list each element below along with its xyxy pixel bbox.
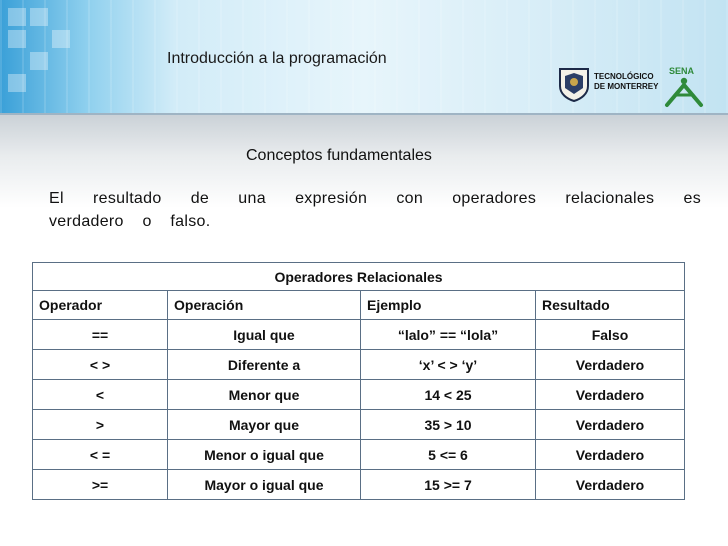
- cell-ejemplo: 14 < 25: [361, 380, 536, 410]
- slide-header: [0, 0, 728, 113]
- cell-operacion: Menor que: [168, 380, 361, 410]
- table-row: [33, 320, 685, 350]
- cell-operacion: Mayor que: [168, 410, 361, 440]
- cell-ejemplo: 15 >= 7: [361, 470, 536, 500]
- relational-operators-table: [32, 262, 685, 500]
- cell-operador: >=: [33, 470, 168, 500]
- table-row: [33, 380, 685, 410]
- decor-square: [8, 74, 26, 92]
- cell-operacion: Mayor o igual que: [168, 470, 361, 500]
- cell-ejemplo: ‘x’ < > ‘y’: [361, 350, 536, 380]
- cell-operador: >: [33, 410, 168, 440]
- decor-square: [52, 30, 70, 48]
- cell-operacion: Menor o igual que: [168, 440, 361, 470]
- header-divider: [0, 113, 728, 115]
- cell-resultado: Verdadero: [536, 350, 685, 380]
- section-title: Conceptos fundamentales: [246, 147, 432, 164]
- header-title: Introducción a la programación: [167, 50, 387, 67]
- table-title: Operadores Relacionales: [33, 263, 685, 291]
- cell-resultado: Falso: [536, 320, 685, 350]
- table-row: [33, 350, 685, 380]
- col-header-resultado: Resultado: [536, 291, 685, 320]
- cell-ejemplo: 5 <= 6: [361, 440, 536, 470]
- table-header-row: [33, 291, 685, 320]
- col-header-operacion: Operación: [168, 291, 361, 320]
- cell-resultado: Verdadero: [536, 470, 685, 500]
- cell-operador: <: [33, 380, 168, 410]
- col-header-ejemplo: Ejemplo: [361, 291, 536, 320]
- table-title-row: [33, 263, 685, 291]
- cell-operacion: Diferente a: [168, 350, 361, 380]
- cell-resultado: Verdadero: [536, 410, 685, 440]
- cell-operador: < >: [33, 350, 168, 380]
- sena-logo-text: SENA: [669, 66, 695, 76]
- cell-resultado: Verdadero: [536, 440, 685, 470]
- cell-ejemplo: 35 > 10: [361, 410, 536, 440]
- decor-square: [30, 8, 48, 26]
- tec-logo-text: [594, 72, 658, 92]
- tec-logo-line2: DE MONTERREY: [594, 82, 659, 91]
- col-header-operador: Operador: [33, 291, 168, 320]
- cell-operacion: Igual que: [168, 320, 361, 350]
- decor-square: [30, 52, 48, 70]
- decor-square: [8, 30, 26, 48]
- sena-logo-icon: [657, 65, 711, 109]
- cell-operador: < =: [33, 440, 168, 470]
- table-row: [33, 440, 685, 470]
- tec-logo-line1: TECNOLÓGICO: [594, 72, 654, 81]
- table-row: [33, 470, 685, 500]
- cell-ejemplo: “lalo” == “lola”: [361, 320, 536, 350]
- intro-paragraph: El resultado de una expresión con operadores relacionales es verdadero o falso.: [49, 190, 701, 230]
- cell-resultado: Verdadero: [536, 380, 685, 410]
- decor-square: [8, 8, 26, 26]
- table-row: [33, 410, 685, 440]
- tec-shield-icon: [556, 66, 592, 102]
- cell-operador: ==: [33, 320, 168, 350]
